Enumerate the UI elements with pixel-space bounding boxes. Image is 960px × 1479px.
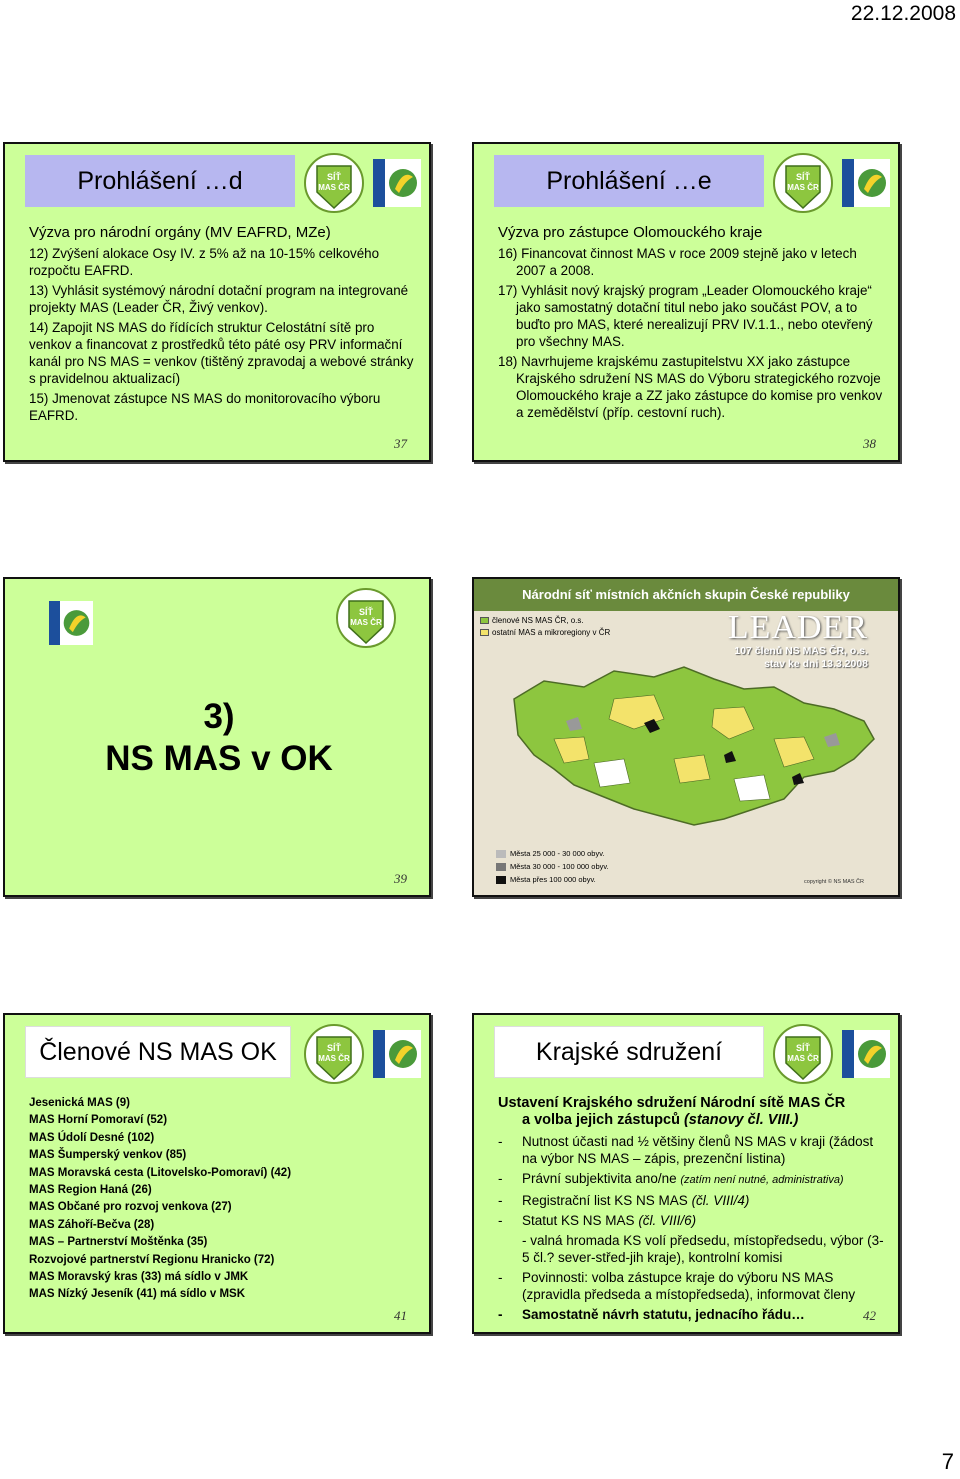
slide-heading xyxy=(498,1095,886,1129)
list-text: Povinnosti: volba zástupce kraje do výboru NS MAS (zpravidla předseda a místopředseda), informovat členy xyxy=(522,1270,856,1302)
list-item: 13) Vyhlásit systémový národní dotační program na integrované projekty MAS (Leader ČR, Živý venkov). xyxy=(29,283,409,315)
legend-label: ostatní MAS a mikroregiony v ČR xyxy=(492,628,611,637)
legend-item xyxy=(496,860,609,873)
list-item: MAS Občané pro rozvoj venkova (27) xyxy=(29,1201,232,1214)
leader-logo-icon xyxy=(373,159,421,207)
logos xyxy=(303,152,421,214)
slide-content xyxy=(498,1095,886,1326)
slide-title: Krajské sdružení xyxy=(494,1026,764,1078)
map-legend-bottom xyxy=(496,847,609,886)
czech-republic-map xyxy=(474,659,898,839)
slide-37 xyxy=(3,142,431,462)
legend-swatch xyxy=(480,629,489,636)
ns-mas-logo-icon xyxy=(772,152,834,214)
logos xyxy=(772,1023,890,1085)
ns-mas-logo-icon xyxy=(772,1023,834,1085)
list-item: MAS Šumperský venkov (85) xyxy=(29,1149,187,1162)
slide-number: 39 xyxy=(394,871,407,886)
slide-title: Členové NS MAS OK xyxy=(25,1026,291,1078)
bullet-dash: - xyxy=(498,1213,503,1228)
list-item: 16) Financovat činnost MAS v roce 2009 stejně jako v letech 2007 a 2008. xyxy=(498,246,857,278)
page-number: 7 xyxy=(941,1449,954,1474)
list-item: 15) Jmenovat zástupce NS MAS do monitorovacího výboru EAFRD. xyxy=(29,391,381,423)
member-count: 107 členů NS MAS ČR, o.s. xyxy=(734,645,868,657)
list-item: MAS Údolí Desné (102) xyxy=(29,1131,155,1144)
leader-logo-icon xyxy=(373,1030,421,1078)
svg-text:MAS ČR: MAS ČR xyxy=(787,183,819,192)
slide-content xyxy=(29,224,417,427)
svg-text:SÍŤ: SÍŤ xyxy=(795,172,811,182)
legend-swatch xyxy=(496,850,506,858)
list-item xyxy=(498,1212,886,1229)
list-text: Nutnost účasti nad ½ většiny členů NS MAS v kraji (žádost na výbor NS MAS – zápis, prezenční listina) xyxy=(522,1134,874,1166)
slide-number: 38 xyxy=(863,436,876,451)
legend-item xyxy=(480,615,610,627)
slide-number: 37 xyxy=(394,436,407,451)
list-item: MAS Záhoří-Bečva (28) xyxy=(29,1218,155,1231)
svg-text:SÍŤ: SÍŤ xyxy=(358,607,374,617)
legend-label: Města 30 000 - 100 000 obyv. xyxy=(510,862,609,871)
list-item xyxy=(498,1133,886,1167)
list-text: Právní subjektivita ano/ne xyxy=(522,1171,677,1186)
member-list xyxy=(29,1095,291,1304)
svg-text:MAS ČR: MAS ČR xyxy=(787,1054,819,1063)
list-item: MAS Horní Pomoraví (52) xyxy=(29,1114,168,1127)
list-text: Registrační list KS NS MAS xyxy=(522,1193,688,1208)
heading-text: a volba jejich zástupců xyxy=(522,1112,680,1128)
list-text: Samostatně návrh statutu, jednacího řádu… xyxy=(522,1307,805,1322)
slide-38 xyxy=(472,142,900,462)
legend-swatch xyxy=(496,863,506,871)
bullet-dash: - xyxy=(498,1307,503,1322)
list-item: 12) Zvýšení alokace Osy IV. z 5% až na 10-15% celkového rozpočtu EAFRD. xyxy=(29,246,380,278)
list-item xyxy=(498,1269,886,1303)
leader-logo-icon xyxy=(49,601,93,645)
slide-42 xyxy=(472,1013,900,1334)
legend-swatch xyxy=(496,876,506,884)
leader-logo-icon xyxy=(842,1030,890,1078)
legend-swatch xyxy=(480,617,489,624)
svg-text:MAS ČR: MAS ČR xyxy=(350,618,382,627)
list-item: 14) Zapojit NS MAS do řídících struktur Celostátní sítě pro venkov a financovat z prostředků této páté osy PRV informační kanál pro NS MAS = venkov (tištěný zpravodaj a webové stránky s pravidelnou aktualizací) xyxy=(29,320,414,386)
copyright: copyright © NS MAS ČR xyxy=(804,879,864,885)
slide-title: Prohlášení …d xyxy=(25,155,295,207)
slide-number: 42 xyxy=(863,1308,876,1323)
list-item: MAS Nízký Jeseník (41) má sídlo v MSK xyxy=(29,1288,246,1301)
leader-logo-icon xyxy=(842,159,890,207)
legend-item xyxy=(496,873,609,886)
list-subitem: - valná hromada KS volí předsedu, místopředsedu, výbor (3-5 čl.? sever-střed-jih kraje), kontrolní komisi xyxy=(522,1233,884,1265)
legend-item xyxy=(496,847,609,860)
svg-text:SÍŤ: SÍŤ xyxy=(326,172,342,182)
bullet-dash: - xyxy=(498,1134,503,1149)
legend-label: členové NS MAS ČR, o.s. xyxy=(492,616,584,625)
leader-brand: LEADER xyxy=(727,609,868,646)
slide-title: Prohlášení …e xyxy=(494,155,764,207)
page-date: 22.12.2008 xyxy=(850,2,956,25)
legend-item xyxy=(480,627,610,639)
heading-line xyxy=(498,1112,886,1129)
legend-label: Města přes 100 000 obyv. xyxy=(510,875,596,884)
ns-mas-logo-icon xyxy=(303,152,365,214)
svg-text:MAS ČR: MAS ČR xyxy=(318,1054,350,1063)
list-item xyxy=(498,1306,886,1323)
ns-mas-logo-icon xyxy=(335,587,397,649)
list-item: MAS Moravský kras (33) má sídlo v JMK xyxy=(29,1271,249,1284)
slide-41 xyxy=(3,1013,431,1334)
map-header: Národní síť místních akčních skupin České republiky xyxy=(474,579,898,611)
bullet-dash: - xyxy=(498,1171,503,1186)
list-item: 17) Vyhlásit nový krajský program „Leader Olomouckého kraje“ jako samostatný dotační titul nebo jako součást POV, a to buďto pro MAS, které nerealizují PRV IV.1.1., nebo otevřený pro všechny MAS. xyxy=(498,283,873,349)
list-item: MAS – Partnerství Moštěnka (35) xyxy=(29,1236,208,1249)
map-legend-top xyxy=(480,615,610,639)
section-title: NS MAS v OK xyxy=(105,739,333,778)
logos xyxy=(303,1023,421,1085)
slide-heading: Výzva pro zástupce Olomouckého kraje xyxy=(498,224,763,241)
list-item: 18) Navrhujeme krajskému zastupitelstvu XX jako zástupce Krajského sdružení NS MAS do Výboru strategického rozvoje Olomouckého kraje a ZZ jako zástupce do komise pro venkov a zemědělství (příp. cestovní ruch). xyxy=(498,354,883,420)
list-item: Jesenická MAS (9) xyxy=(29,1097,130,1109)
list-item: MAS Region Haná (26) xyxy=(29,1184,152,1197)
slide-heading: Výzva pro národní orgány (MV EAFRD, MZe) xyxy=(29,224,331,241)
list-item: Rozvojové partnerství Regionu Hranicko (72) xyxy=(29,1253,275,1266)
list-note: (čl. VIII/6) xyxy=(638,1213,697,1228)
logos xyxy=(772,152,890,214)
heading-ref: (stanovy čl. VIII.) xyxy=(683,1112,799,1128)
slide-39 xyxy=(3,577,431,897)
legend-label: Města 25 000 - 30 000 obyv. xyxy=(510,849,605,858)
svg-text:SÍŤ: SÍŤ xyxy=(795,1043,811,1053)
heading-line: Ustavení Krajského sdružení Národní sítě MAS ČR xyxy=(498,1095,846,1111)
ns-mas-logo-icon xyxy=(303,1023,365,1085)
slide-content xyxy=(498,224,886,424)
list-item xyxy=(498,1192,886,1209)
list-note: (čl. VIII/4) xyxy=(691,1193,750,1208)
svg-text:MAS ČR: MAS ČR xyxy=(318,183,350,192)
list-item xyxy=(498,1170,886,1189)
svg-text:SÍŤ: SÍŤ xyxy=(326,1043,342,1053)
list-note: (zatím není nutné, administrativa) xyxy=(680,1174,844,1186)
bullet-dash: - xyxy=(498,1270,503,1285)
slide-number: 41 xyxy=(394,1308,407,1323)
section-number: 3) xyxy=(203,697,235,736)
map-date: stav ke dni 13.3.2008 xyxy=(764,658,868,670)
slide-40-map xyxy=(472,577,900,897)
bullet-dash: - xyxy=(498,1193,503,1208)
list-text: Statut KS NS MAS xyxy=(522,1213,635,1228)
list-item: MAS Moravská cesta (Litovelsko-Pomoraví) (42) xyxy=(29,1166,292,1179)
